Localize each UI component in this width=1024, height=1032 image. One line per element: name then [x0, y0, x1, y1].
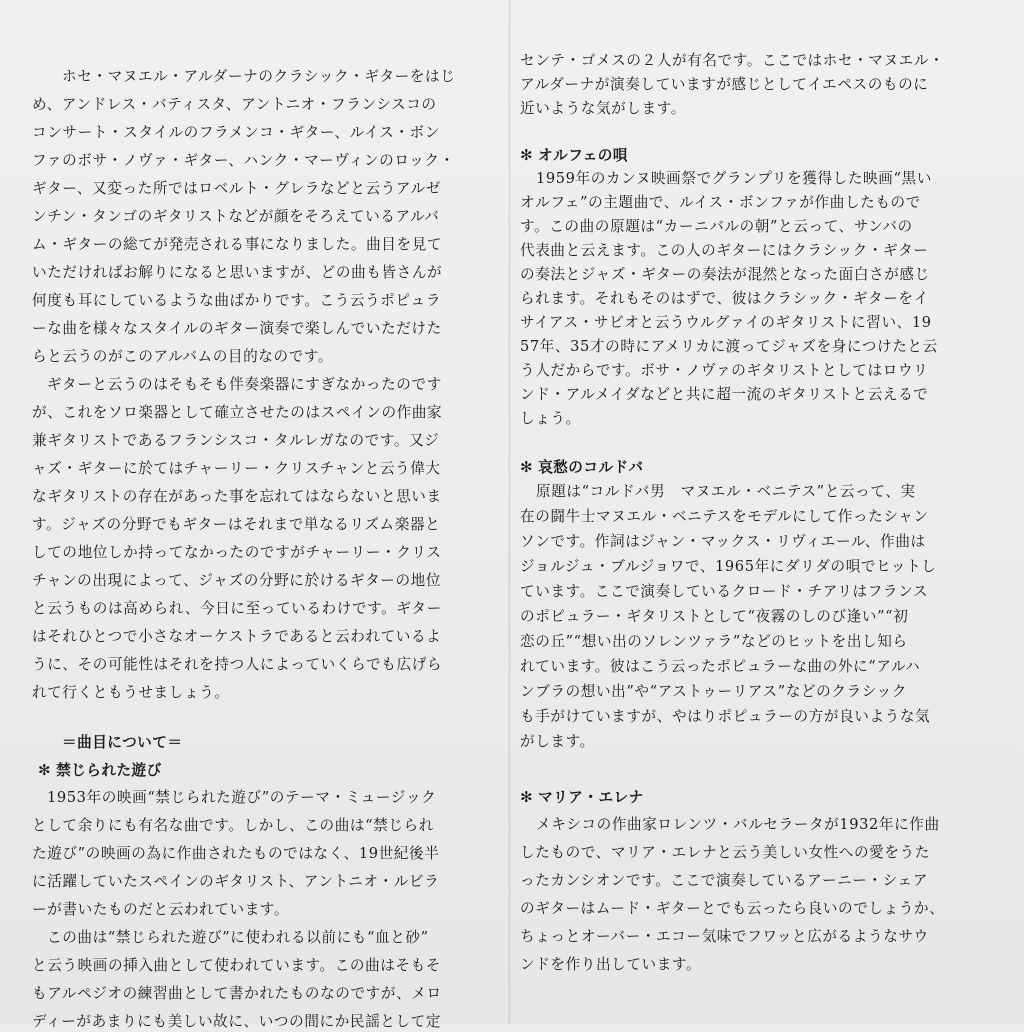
text-line: ーな曲を様々なスタイルのギター演奏で楽しんでいただけた [32, 320, 442, 337]
text-line: す。この曲の原題は“カーニバルの朝”と云って、サンバの [520, 218, 913, 235]
text-line: の奏法とジャズ・ギターの奏法が混然となった面白さが感じ [520, 266, 930, 283]
text-line: オルフェ”の主題曲で、ルイス・ボンファが作曲したもので [520, 194, 921, 211]
text-line: ファのボサ・ノヴァ・ギター、ハンク・マーヴィンのロック・ [32, 152, 455, 169]
text-line: 何度も耳にしているような曲ばかりです。こう云うポピュラ [32, 292, 442, 309]
text-line: ンド・アルメイダなどと共に超一流のギタリストと云えるで [520, 386, 929, 403]
text-line: た遊び”の映画の為に作曲されたものではなく、19世紀後半 [32, 845, 440, 862]
track-heading [520, 145, 628, 166]
text-line: ソンです。作詞はジャン・マックス・リヴィエール、作曲は [520, 533, 926, 550]
track-title: マリア・エレナ [538, 789, 644, 806]
text-line: はそれひとつで小さなオーケストラであると云われているよ [32, 628, 442, 645]
text-line: らと云うのがこのアルバムの目的なのです。 [32, 348, 334, 365]
text-line: め、アンドレス・バティスタ、アントニオ・フランシスコの [32, 96, 437, 113]
text-line: 1959年のカンヌ映画祭でグランプリを獲得した映画“黒い [536, 170, 932, 187]
text-line: れています。彼はこう云ったポピュラーな曲の外に“アルハ [520, 658, 921, 675]
asterisk-mark-icon: ✻ [520, 146, 534, 164]
track-heading [520, 787, 644, 808]
text-line: ったカンシオンです。ここで演奏しているアーニー・シェア [520, 872, 928, 889]
text-line: のポピュラー・ギタリストとして“夜霧のしのび逢い”“初 [520, 608, 909, 625]
text-line: と云うものは高められ、今日に至っているわけです。ギター [32, 600, 442, 617]
text-line: なギタリストの存在があった事を忘れてはならないと思いま [32, 488, 442, 505]
text-line: ホセ・マヌエル・アルダーナのクラシック・ギターをはじ [62, 68, 456, 85]
text-line: に活躍していたスペインのギタリスト、アントニオ・ルビラ [32, 873, 440, 890]
page-fold-shadow [508, 0, 511, 1024]
text-line: 兼ギタリストであるフランシスコ・タルレガなのです。又ジ [32, 432, 440, 449]
text-line: センテ・ゴメスの２人が有名です。ここではホセ・マヌエル・ [520, 52, 945, 69]
text-line: もアルペジオの練習曲として書かれたものなのですが、メロ [32, 985, 442, 1002]
text-line: ンチン・タンゴのギタリストなどが顔をそろえているアルバ [32, 208, 440, 225]
text-line: 在の闘牛士マヌエル・ベニテスをモデルにして作ったシャン [520, 508, 929, 525]
text-line: したもので、マリア・エレナと云う美しい女性への愛をうた [520, 844, 930, 861]
text-line: ンブラの想い出”や“アストゥーリアス”などのクラシック [520, 683, 908, 700]
text-line: しての地位しか持ってなかったのですがチャーリー・クリス [32, 544, 442, 561]
text-line: 恋の丘”“想い出のソレンツァラ”などのヒットを出し知ら [520, 633, 908, 650]
text-line: ーが書いたものだと云われています。 [32, 901, 290, 918]
text-line: れて行くともうせましょう。 [32, 684, 230, 701]
text-line: 代表曲と云えます。この人のギターにはクラシック・ギター [520, 242, 929, 259]
text-line: られます。それもそのはずで、彼はクラシック・ギターをイ [520, 290, 929, 307]
text-line: 原題は“コルドバ男 マヌエル・ベニテス”と云って、実 [536, 483, 916, 500]
text-line: 1953年の映画“禁じられた遊び”のテーマ・ミュージック [47, 789, 437, 806]
asterisk-mark-icon: ✻ [520, 788, 534, 806]
text-line: う人だからです。ボサ・ノヴァのギタリストとしてはロウリ [520, 362, 929, 379]
asterisk-mark-icon: ✻ [520, 458, 534, 476]
text-line: うに、その可能性はそれを持つ人によっていくらでも広げら [32, 656, 443, 673]
text-line: ジョルジュ・ブルジョワで、1965年にダリダの唄でヒットし [520, 558, 937, 575]
text-line: しょう。 [520, 410, 581, 427]
asterisk-mark-icon: ✻ [38, 761, 52, 779]
text-line: アルダーナが演奏していますが感じとしてイエペスのものに [520, 76, 929, 93]
text-line: ャズ・ギターに於てはチャーリー・クリスチャンと云う偉大 [32, 460, 441, 477]
text-line: ンドを作り出しています。 [520, 956, 702, 973]
section-title: ＝曲目について＝ [62, 734, 183, 751]
text-line: も手がけていますが、やはりポピュラーの方が良いような気 [520, 708, 931, 725]
text-line: サイアス・サビオと云うウルグァイのギタリストに習い、19 [520, 314, 932, 331]
text-line: 近いような気がします。 [520, 100, 686, 117]
text-line: す。ジャズの分野でもギターはそれまで単なるリズム楽器と [32, 516, 441, 533]
text-line: ディーがあまりにも美しい故に、いつの間にか民謡として定 [32, 1013, 442, 1030]
text-line: ム・ギターの総てが発売される事になりました。曲目を見て [32, 236, 443, 253]
text-line: ています。ここで演奏しているクロード・チアリはフランス [520, 583, 929, 600]
text-line: いただければお解りになると思いますが、どの曲も皆さんが [32, 264, 443, 281]
track-title: 禁じられた遊び [56, 762, 162, 779]
text-line: メキシコの作曲家ロレンツ・バルセラータが1932年に作曲 [536, 816, 940, 833]
track-heading [520, 457, 643, 478]
track-title: オルフェの唄 [538, 147, 628, 164]
text-line: 57年、35才の時にアメリカに渡ってジャズを身につけたと云 [520, 338, 938, 355]
track-heading [38, 760, 162, 781]
text-line: ギター、又変った所ではロベルト・グレラなどと云うアルゼ [32, 180, 441, 197]
text-line: この曲は“禁じられた遊び”に使われる以前にも“血と砂” [47, 929, 429, 946]
text-line: として余りにも有名な曲です。しかし、この曲は“禁じられ [32, 817, 434, 834]
text-line: ちょっとオーバー・エコー気味でフワッと広がるようなサウ [520, 928, 929, 945]
text-line: と云う映画の挿入曲として使われています。この曲はそもそ [32, 957, 442, 974]
text-line: が、これをソロ楽器として確立させたのはスペインの作曲家 [32, 404, 443, 421]
text-line: コンサート・スタイルのフラメンコ・ギター、ルイス・ボン [32, 124, 440, 141]
text-line: ギターと云うのはそもそも伴奏楽器にすぎなかったのです [47, 376, 442, 393]
text-line: チャンの出現によって、ジャズの分野に於けるギターの地位 [32, 572, 442, 589]
text-line: のギターはムード・ギターとでも云ったら良いのでしょうか、 [520, 900, 945, 917]
text-line: がします。 [520, 733, 595, 750]
track-title: 哀愁のコルドバ [538, 459, 644, 476]
